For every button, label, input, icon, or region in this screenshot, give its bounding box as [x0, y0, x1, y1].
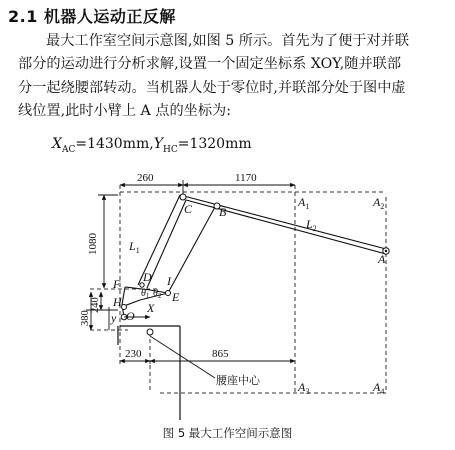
label-C: C	[184, 202, 193, 216]
workspace-diagram	[0, 150, 455, 422]
label-L2-sub: 2	[312, 224, 317, 233]
formula-x-symbol: X	[52, 136, 62, 152]
base-pedestal	[118, 326, 180, 420]
label-L2	[305, 217, 317, 233]
dim-240: 240	[90, 297, 101, 313]
paragraph-line: 最大工作室空间示意图,如图 5 所示。首先为了便于对并联	[46, 33, 410, 49]
formula-y-subscript: HC	[162, 144, 178, 155]
paragraph-line: 线位置,此时小臂上 A 点的坐标为:	[18, 102, 231, 119]
label-L2-letter: L	[306, 217, 313, 231]
paragraph-line: 分一起绕腰部转动。当机器人处于零位时,并联部分处于图中虚	[18, 79, 406, 96]
label-L1	[128, 239, 140, 255]
forearm-L2	[180, 195, 386, 254]
label-A4	[372, 380, 384, 396]
label-theta1-sym: θ	[141, 288, 146, 299]
label-L1-sub: 1	[135, 246, 140, 255]
label-A2-sub: 2	[380, 202, 385, 211]
paragraph-line: 部分的运动进行分析求解,设置一个固定坐标系 XOY,随并联部	[18, 56, 402, 73]
waist-center-pivot	[147, 329, 153, 335]
dim-1170: 1170	[235, 172, 257, 184]
label-B: B	[219, 205, 227, 219]
label-I: I	[167, 274, 171, 288]
label-theta2	[153, 288, 162, 300]
label-A1-letter: A	[298, 195, 306, 209]
label-A3-sub: 3	[305, 387, 310, 396]
label-A2-letter: A	[373, 195, 381, 209]
dim-260: 260	[137, 172, 154, 184]
dim-380: 380	[80, 310, 91, 326]
label-theta2-sym: θ	[153, 288, 158, 299]
label-D: D	[143, 270, 152, 284]
label-A4-letter: A	[373, 380, 381, 394]
formula-separator: ,	[149, 136, 154, 152]
label-X: X	[147, 301, 155, 315]
dim-230: 230	[125, 348, 142, 360]
label-A3	[297, 380, 309, 396]
label-theta2-sub: 2	[157, 292, 162, 300]
joint-E	[166, 291, 171, 296]
dim-865: 865	[212, 348, 229, 360]
dim-1080: 1080	[87, 233, 99, 255]
label-A3-letter: A	[298, 380, 306, 394]
label-A1-sub: 1	[305, 202, 310, 211]
label-y: y	[111, 311, 117, 325]
label-theta1-sub: 1	[145, 292, 150, 300]
label-F: F	[113, 277, 121, 291]
label-A4-sub: 4	[380, 387, 385, 396]
joint-C	[180, 194, 186, 200]
formula-y-symbol: Y	[153, 136, 163, 152]
formula-x-subscript: AC	[61, 144, 76, 155]
label-H: H	[113, 295, 122, 309]
label-A1	[297, 195, 309, 211]
formula-y-value: =1320mm	[177, 136, 252, 152]
callout-leader	[150, 336, 215, 378]
callout-waist-center: 腰座中心	[216, 375, 260, 387]
figure-caption: 图 5 最大工作空间示意图	[162, 426, 293, 440]
label-A2	[372, 195, 384, 211]
formula-x-value: =1430mm	[75, 136, 150, 152]
section-title: 2.1 机器人运动正反解	[8, 7, 176, 26]
label-O: O	[126, 309, 135, 323]
point-labels	[110, 195, 386, 396]
body-paragraph	[18, 30, 448, 123]
label-A: A	[378, 252, 386, 266]
label-E: E	[172, 290, 180, 304]
workspace-boundary	[90, 185, 386, 393]
label-L1-letter: L	[129, 239, 136, 253]
